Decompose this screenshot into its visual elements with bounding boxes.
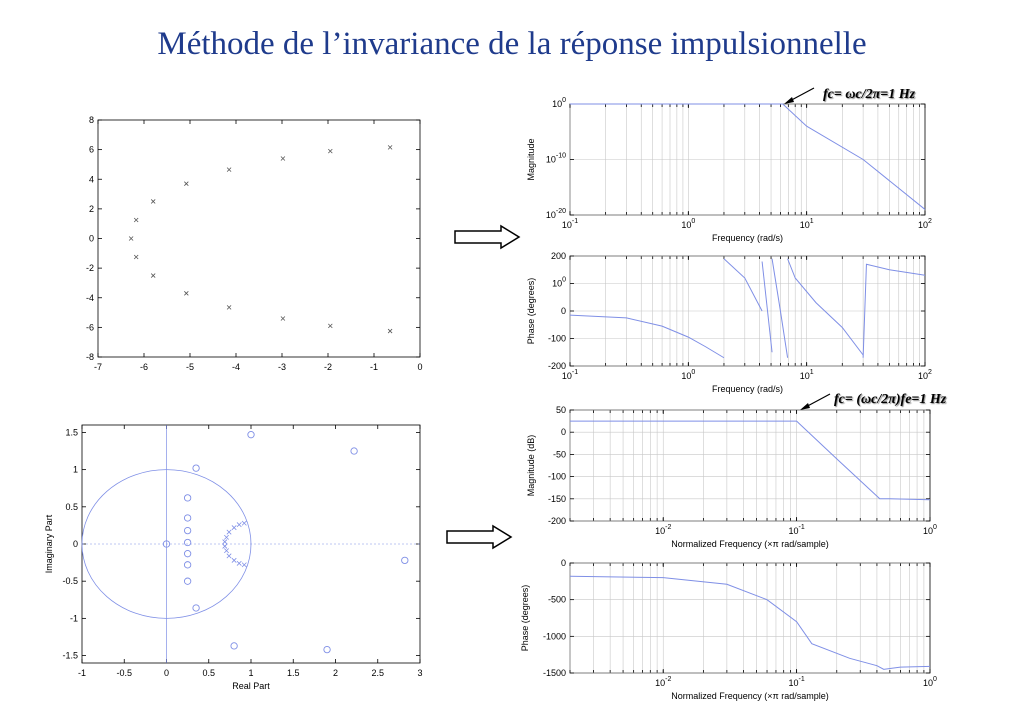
zero-marker [184,539,190,545]
x-tick-label: $10^0$ [923,676,937,688]
y-axis-label: Phase (degrees) [520,584,530,652]
pole-marker [223,544,227,548]
pole-marker [237,522,241,526]
x-tick-label: $10^0$ [681,218,696,230]
pole-marker [227,168,231,172]
x-tick-label: -2 [323,362,333,372]
x-tick-label: $10^{-1}$ [561,369,579,381]
zero-marker [184,562,190,568]
y-tick-label: -500 [547,594,566,605]
pole-marker [242,563,246,567]
y-tick-label: 2 [88,203,94,214]
y-tick-label: 1.5 [65,427,78,438]
x-tick-label: -4 [231,362,241,372]
y-tick-label: 0 [88,233,94,244]
plot-frame [98,120,420,357]
x-tick-label: $10^{-2}$ [655,676,672,688]
zero-marker [248,431,254,437]
y-axis-label: Magnitude [526,138,536,181]
x-tick-label: 2.5 [371,668,385,678]
phase-line [570,315,724,358]
magnitude-plot-digital [520,400,950,558]
plot-frame [570,563,930,673]
pole-marker [227,305,231,309]
zero-marker [184,515,190,521]
x-tick-label: 2 [332,668,339,678]
plot-frame [570,410,930,521]
pole-marker [281,316,285,320]
pole-marker [129,237,133,241]
y-tick-label: -0.5 [62,576,78,587]
y-tick-label: $10^0$ [552,97,566,109]
pole-marker [388,329,392,333]
y-tick-label: -1.5 [62,650,78,661]
x-tick-label: -3 [277,362,287,372]
y-tick-label: -1 [69,613,78,624]
annotation-arrow-icon [798,392,832,412]
y-tick-label: 50 [555,405,566,415]
magnitude-line [570,104,925,209]
x-tick-label: $10^2$ [918,218,932,230]
y-tick-label: $10^{-10}$ [545,152,566,165]
x-tick-label: $10^1$ [799,369,814,381]
x-axis-label: Normalized Frequency (×π rad/sample) [671,539,829,549]
zero-marker [184,495,190,501]
right-arrow-icon [445,524,515,550]
pole-marker [328,149,332,153]
pole-marker [227,554,231,558]
zero-marker [402,557,408,563]
zero-marker [193,465,199,471]
phase-plot-digital [520,555,950,715]
y-tick-label: -100 [547,333,566,344]
annotation-arrow-icon [782,86,816,106]
zero-marker [231,643,237,649]
phase-line [772,259,788,358]
y-tick-label: -4 [85,292,94,303]
pole-marker [151,199,155,203]
cutoff-frequency-annotation: fc= (ωc/2π)fe=1 Hz [834,392,947,407]
y-tick-label: 0 [560,558,566,568]
y-tick-label: -2 [85,263,94,274]
slide-title: Méthode de l’invariance de la réponse impulsionnelle [157,26,867,62]
x-axis-label: Frequency (rad/s) [711,233,784,243]
phase-line [570,576,930,669]
y-tick-label: $10^0$ [552,276,566,289]
x-tick-label: 1 [248,668,254,678]
y-axis-label: Magnitude (dB) [526,434,536,497]
pole-marker [134,255,138,259]
x-tick-label: -5 [185,362,195,372]
x-tick-label: -0.5 [116,668,133,678]
y-tick-label: 0 [560,427,566,438]
x-axis-label: Normalized Frequency (×π rad/sample) [671,691,829,701]
y-tick-label: -8 [85,352,94,362]
y-tick-label: 1 [72,464,78,475]
pole-marker [232,525,236,529]
zero-marker [351,448,357,454]
zero-marker [324,646,330,652]
zero-marker [184,550,190,556]
y-tick-label: 0.5 [65,501,78,512]
magnitude-line [570,421,930,500]
x-tick-label: $10^0$ [681,369,696,381]
pole-marker [242,521,246,525]
x-tick-label: 3 [417,668,423,678]
pole-marker [281,157,285,161]
pole-marker [227,530,231,534]
pole-marker [237,561,241,565]
y-tick-label: 4 [88,174,94,185]
y-tick-label: 0 [72,539,78,549]
pole-marker [184,182,188,186]
y-tick-label: -100 [547,471,566,482]
phase-plot-analog [520,250,950,400]
x-axis-label: Real Part [232,681,270,691]
x-tick-label: 0.5 [202,668,216,678]
x-tick-label: 0 [163,668,170,678]
x-tick-label: $10^{-1}$ [788,676,805,688]
y-tick-label: -200 [547,516,566,526]
pole-zero-plot-digital [40,415,450,700]
pole-marker [184,291,188,295]
y-axis-label: Phase (degrees) [526,277,536,345]
pole-marker [224,535,228,539]
x-tick-label: -6 [139,362,149,372]
pole-marker [232,558,236,562]
x-tick-label: $10^0$ [923,524,937,536]
x-tick-label: -1 [369,362,379,372]
x-tick-label: -1 [77,668,87,678]
x-tick-label: -7 [93,362,103,372]
zero-marker [184,527,190,533]
y-tick-label: -50 [552,449,566,460]
x-tick-label: 1.5 [286,668,300,678]
pole-marker [134,218,138,222]
pole-marker [388,145,392,149]
x-tick-label: $10^{-1}$ [788,524,805,536]
y-tick-label: -1500 [542,668,566,678]
zero-marker [184,578,190,584]
pole-zero-plot-analog [60,105,450,385]
magnitude-plot-analog [520,92,950,252]
x-axis-label: Frequency (rad/s) [711,384,784,394]
pole-marker [224,548,228,552]
x-tick-label: $10^1$ [799,218,814,230]
y-tick-label: -200 [547,361,566,371]
pole-marker [328,324,332,328]
pole-marker [151,274,155,278]
y-tick-label: 0 [560,306,566,316]
x-tick-label: $10^{-1}$ [561,218,579,230]
pole-marker [223,540,227,544]
y-tick-label: 6 [88,144,94,155]
y-tick-label: -150 [547,493,566,504]
zero-marker [193,605,199,611]
phase-line [724,259,762,311]
y-tick-label: $10^{-20}$ [545,208,566,220]
y-tick-label: -6 [85,322,94,333]
x-tick-label: $10^{-2}$ [655,524,672,536]
y-tick-label: -1000 [542,631,566,642]
y-tick-label: 8 [88,115,94,125]
x-tick-label: 0 [417,362,423,372]
phase-line [788,259,864,355]
right-arrow-icon [453,224,523,250]
y-axis-label: Imaginary Part [44,514,54,574]
y-tick-label: 200 [550,251,566,261]
cutoff-frequency-annotation: fc= ωc/2π=1 Hz [823,87,916,102]
x-tick-label: $10^2$ [918,369,932,381]
